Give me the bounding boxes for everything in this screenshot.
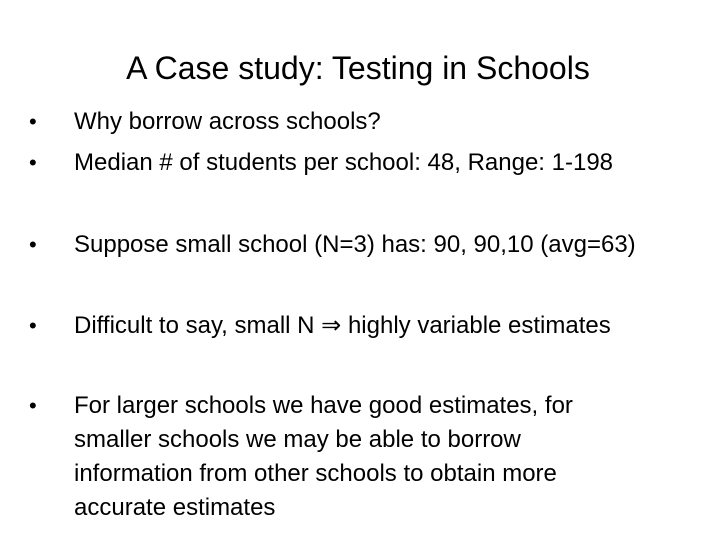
bullet-marker: • bbox=[29, 393, 37, 418]
bullet-marker: • bbox=[29, 313, 37, 338]
bullet-text: Median # of students per school: 48, Range: 1-198 bbox=[74, 149, 614, 176]
bullet-marker: • bbox=[29, 232, 37, 257]
bullet-marker: • bbox=[29, 150, 37, 175]
slide-title: A Case study: Testing in Schools bbox=[126, 50, 590, 86]
bullet-text: Suppose small school (N=3) has: 90, 90,10 (avg=63) bbox=[74, 231, 636, 258]
bullet-marker: • bbox=[29, 109, 37, 134]
bullet-text: For larger schools we have good estimates, for smaller schools we may be able to borrow information from other schools to obtain more accurate estimates bbox=[74, 392, 573, 521]
bullet-text: Why borrow across schools? bbox=[74, 108, 381, 135]
bullet-text: Difficult to say, small N ⇒ highly variable estimates bbox=[74, 312, 611, 339]
